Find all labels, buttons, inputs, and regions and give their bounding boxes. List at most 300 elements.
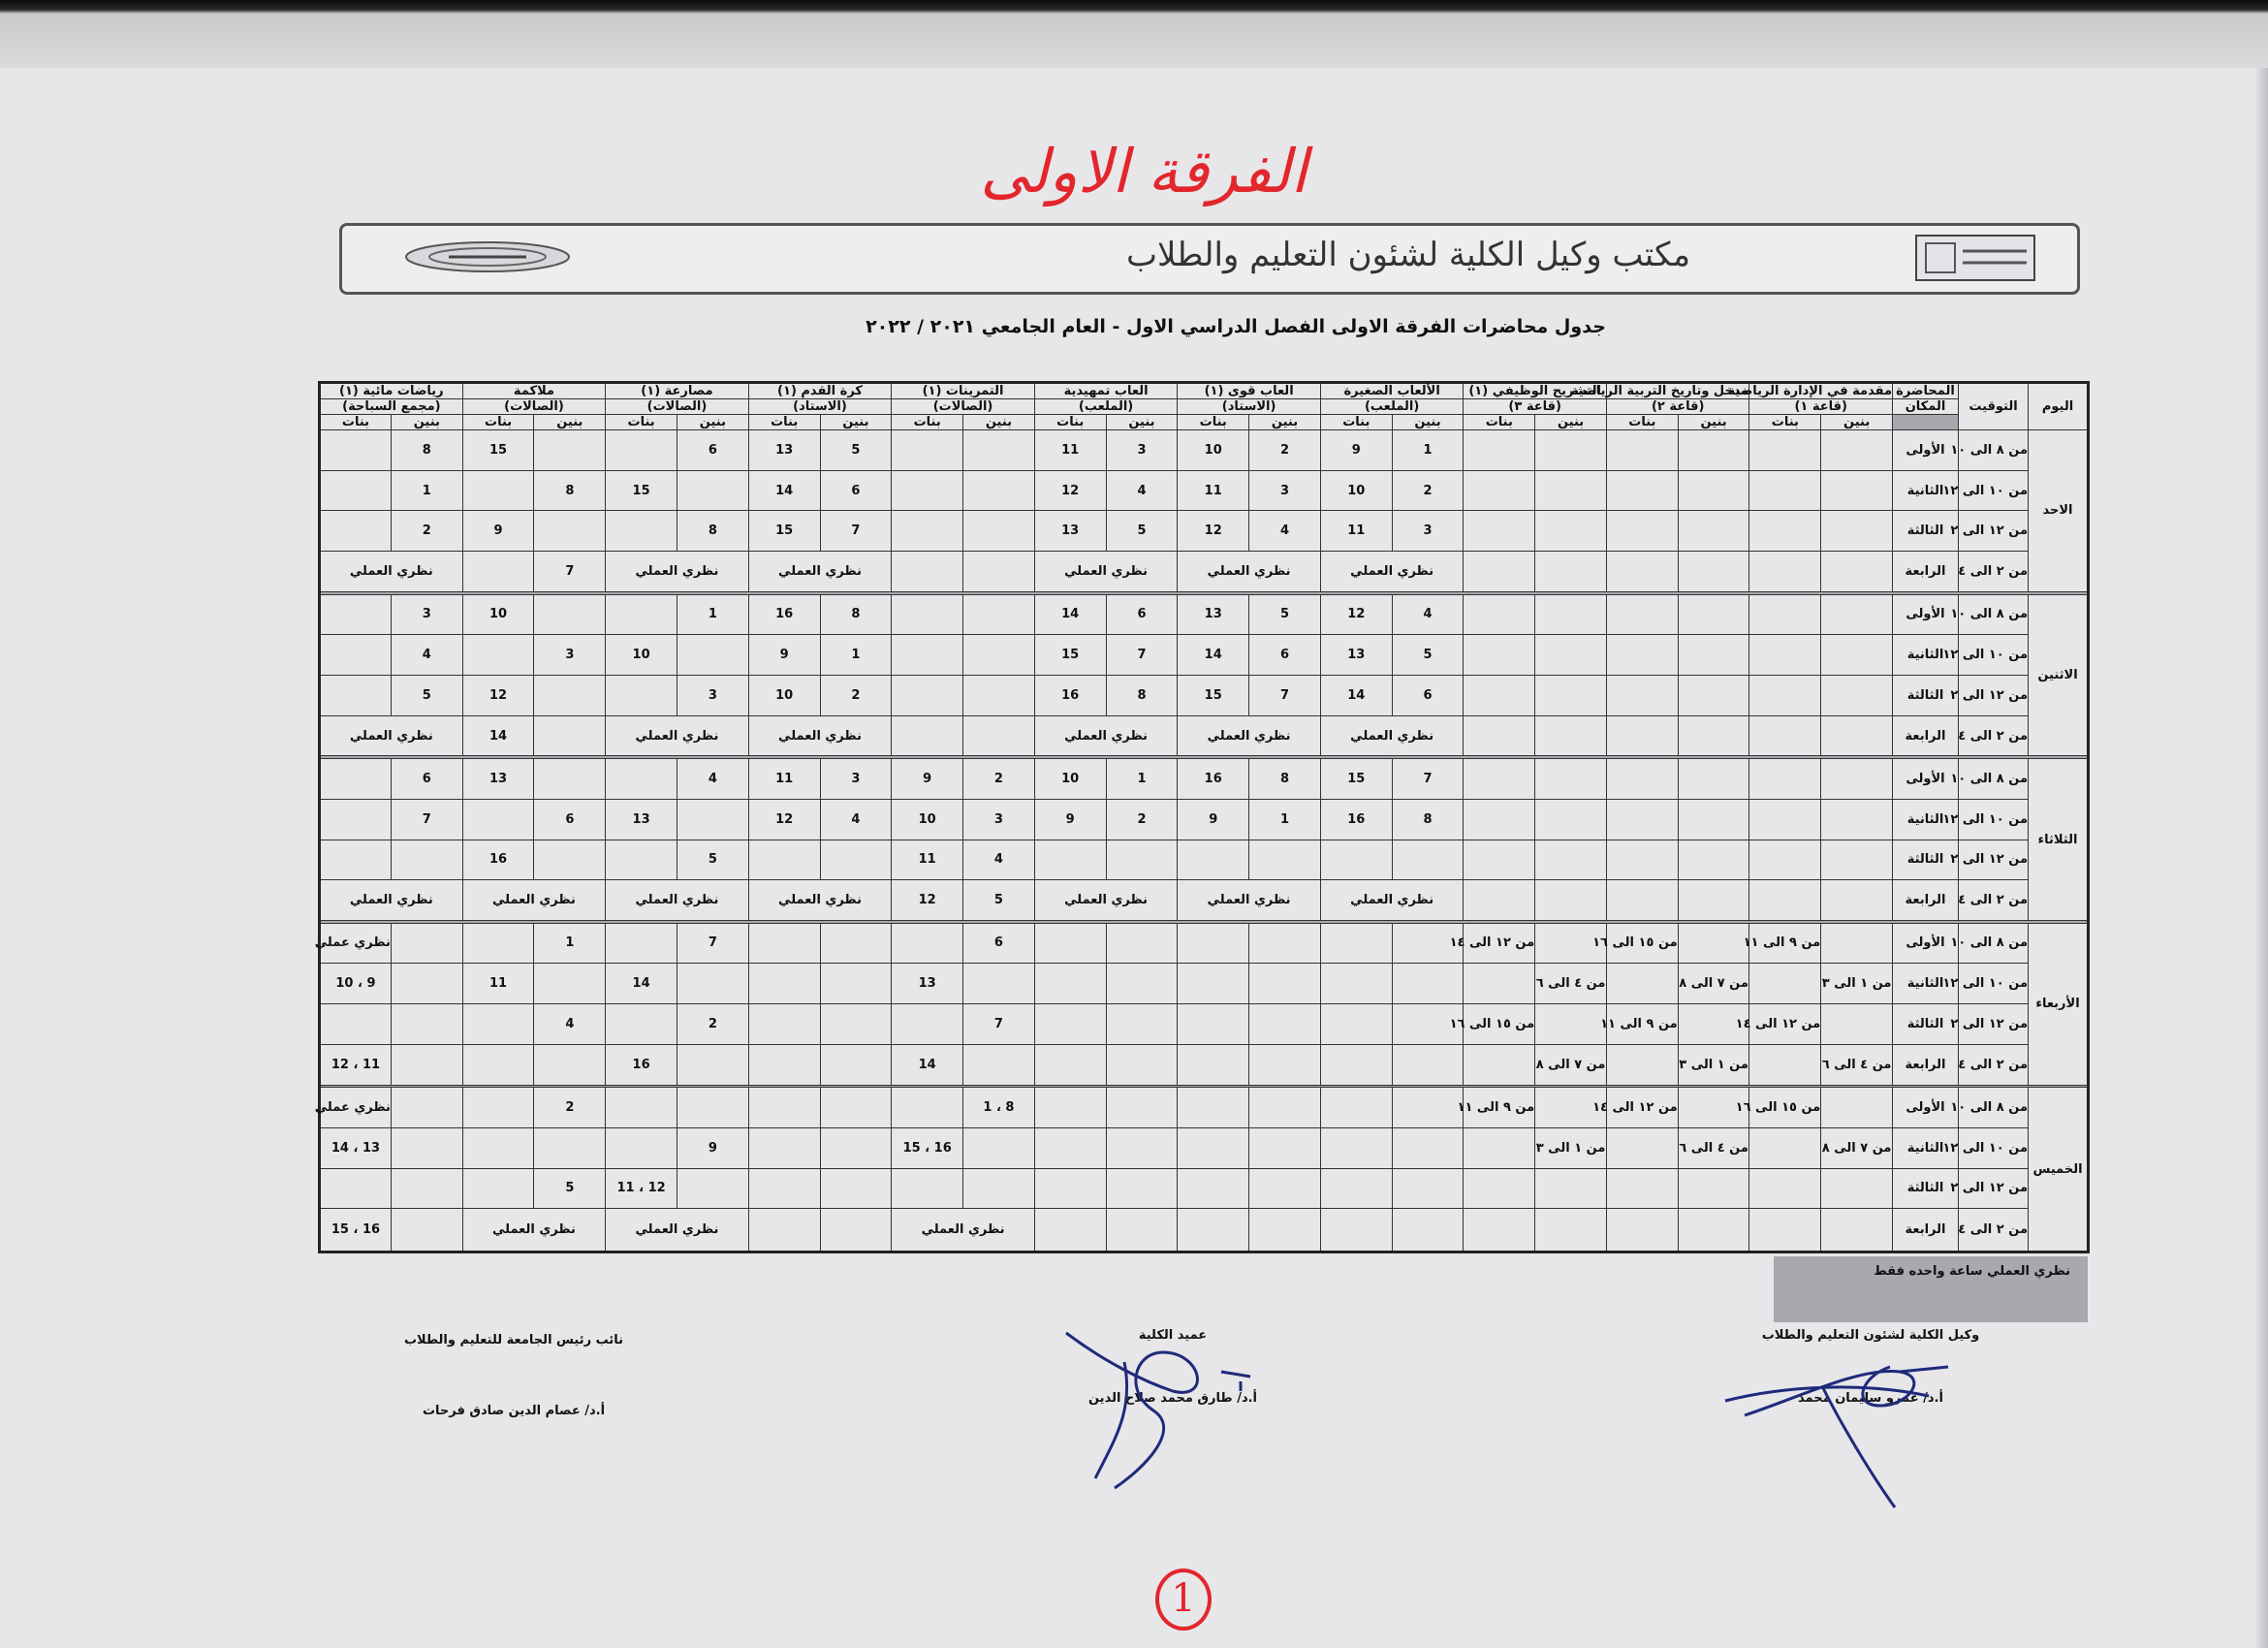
lecture-number: الثالثة bbox=[1893, 1168, 1959, 1209]
schedule-cell bbox=[462, 1004, 534, 1045]
schedule-cell bbox=[1034, 964, 1106, 1004]
schedule-cell bbox=[1535, 511, 1607, 552]
schedule-cell bbox=[748, 964, 820, 1004]
schedule-cell bbox=[748, 1209, 820, 1252]
schedule-cell bbox=[1749, 470, 1821, 511]
course-place: (قاعة ٢) bbox=[1606, 399, 1749, 415]
schedule-row bbox=[320, 880, 2089, 921]
schedule-cell: 7 bbox=[677, 923, 748, 964]
lecture-number: الثانية bbox=[1893, 470, 1959, 511]
day-label: الاحد bbox=[2029, 430, 2089, 592]
schedule-cell: 14 bbox=[1320, 676, 1392, 716]
schedule-cell bbox=[1678, 880, 1749, 921]
schedule-cell bbox=[1320, 840, 1392, 880]
boys-header: بنين bbox=[1249, 415, 1321, 430]
schedule-cell bbox=[1464, 511, 1535, 552]
schedule-cell bbox=[1821, 430, 1893, 471]
schedule-cell bbox=[606, 1127, 677, 1168]
schedule-cell bbox=[1034, 1127, 1106, 1168]
schedule-cell bbox=[1249, 1044, 1321, 1085]
schedule-cell: 9 bbox=[462, 511, 534, 552]
schedule-cell bbox=[391, 1127, 462, 1168]
schedule-cell bbox=[820, 1088, 892, 1128]
schedule-cell: نظري العملي bbox=[1178, 715, 1321, 756]
schedule-cell bbox=[1249, 964, 1321, 1004]
schedule-row bbox=[320, 552, 2089, 592]
schedule-cell: نظري العملي bbox=[892, 1209, 1035, 1252]
schedule-cell: 12 bbox=[1320, 594, 1392, 635]
schedule-cell: 3 bbox=[391, 594, 462, 635]
schedule-cell bbox=[462, 635, 534, 676]
lecture-number: الثانية bbox=[1893, 964, 1959, 1004]
schedule-cell bbox=[1535, 552, 1607, 592]
schedule-cell bbox=[1606, 1209, 1678, 1252]
schedule-cell bbox=[1678, 759, 1749, 800]
schedule-cell: 6 bbox=[963, 923, 1035, 964]
schedule-cell bbox=[1464, 964, 1535, 1004]
schedule-cell bbox=[1606, 715, 1678, 756]
schedule-cell: 10 bbox=[748, 676, 820, 716]
schedule-cell bbox=[1606, 964, 1678, 1004]
schedule-cell bbox=[677, 635, 748, 676]
schedule-cell bbox=[892, 1168, 963, 1209]
schedule-cell bbox=[820, 1044, 892, 1085]
handwritten-title: الفرقة الاولى bbox=[980, 136, 1307, 206]
scan-top-edge bbox=[0, 0, 2268, 70]
schedule-cell bbox=[1034, 1004, 1106, 1045]
schedule-cell bbox=[1821, 923, 1893, 964]
schedule-cell bbox=[1678, 470, 1749, 511]
schedule-cell bbox=[1392, 840, 1464, 880]
schedule-cell: 10 bbox=[892, 799, 963, 840]
schedule-cell bbox=[462, 1168, 534, 1209]
schedule-cell bbox=[1678, 1209, 1749, 1252]
schedule-cell bbox=[1249, 1209, 1321, 1252]
schedule-cell bbox=[320, 635, 392, 676]
schedule-row bbox=[320, 759, 2089, 800]
schedule-cell bbox=[534, 430, 606, 471]
lecture-number: الثانية bbox=[1893, 635, 1959, 676]
schedule-cell: من ٤ الى ٦ bbox=[1678, 1127, 1749, 1168]
schedule-cell bbox=[963, 594, 1035, 635]
schedule-cell bbox=[1678, 676, 1749, 716]
schedule-cell: 12 bbox=[1034, 470, 1106, 511]
schedule-cell: 1 bbox=[1106, 759, 1178, 800]
boys-header: بنين bbox=[1678, 415, 1749, 430]
header-blank bbox=[1893, 415, 1959, 430]
schedule-cell: نظري العملي bbox=[320, 715, 463, 756]
schedule-cell: 15 bbox=[1178, 676, 1249, 716]
schedule-cell: 10 bbox=[1178, 430, 1249, 471]
schedule-row bbox=[320, 1088, 2089, 1128]
girls-header: بنات bbox=[1178, 415, 1249, 430]
schedule-cell bbox=[963, 1168, 1035, 1209]
time-slot: من ٨ الى ١٠ bbox=[1959, 759, 2029, 800]
schedule-cell bbox=[748, 1044, 820, 1085]
schedule-cell: 7 bbox=[820, 511, 892, 552]
schedule-row bbox=[320, 470, 2089, 511]
schedule-cell bbox=[892, 715, 963, 756]
day-label: الخميس bbox=[2029, 1088, 2089, 1252]
schedule-cell: 14 bbox=[462, 715, 534, 756]
schedule-cell bbox=[748, 1127, 820, 1168]
schedule-cell: 6 bbox=[534, 799, 606, 840]
schedule-cell bbox=[1034, 1088, 1106, 1128]
schedule-cell bbox=[462, 1127, 534, 1168]
schedule-cell bbox=[1249, 840, 1321, 880]
schedule-cell: 5 bbox=[820, 430, 892, 471]
schedule-cell: 6 bbox=[1106, 594, 1178, 635]
schedule-cell bbox=[1320, 923, 1392, 964]
course-name: العاب تمهيدية bbox=[1034, 383, 1178, 399]
schedule-cell: 3 bbox=[534, 635, 606, 676]
schedule-cell: نظري العملي bbox=[748, 880, 892, 921]
schedule-cell bbox=[391, 1168, 462, 1209]
schedule-cell bbox=[1821, 1209, 1893, 1252]
day-label: الاثنين bbox=[2029, 594, 2089, 756]
boys-header: بنين bbox=[1106, 415, 1178, 430]
time-slot: من ٢ الى ٤ bbox=[1959, 1209, 2029, 1252]
girls-header: بنات bbox=[320, 415, 392, 430]
schedule-cell: 12 ، 11 bbox=[606, 1168, 677, 1209]
schedule-cell: 14 bbox=[748, 470, 820, 511]
schedule-cell bbox=[1606, 594, 1678, 635]
schedule-cell: 4 bbox=[1392, 594, 1464, 635]
schedule-cell bbox=[1464, 1168, 1535, 1209]
course-name: مدخل وتاريخ التربية الرياضية bbox=[1571, 384, 1749, 398]
schedule-cell: 2 bbox=[963, 759, 1035, 800]
schedule-cell: من ١٢ الى ١٤ bbox=[1464, 923, 1535, 964]
schedule-row bbox=[320, 840, 2089, 880]
schedule-cell: 13 bbox=[1320, 635, 1392, 676]
schedule-cell bbox=[1749, 552, 1821, 592]
schedule-cell bbox=[1606, 1044, 1678, 1085]
schedule-cell: 4 bbox=[534, 1004, 606, 1045]
schedule-cell bbox=[677, 799, 748, 840]
schedule-cell: نظري العملي bbox=[748, 715, 892, 756]
lecture-number: الأولى bbox=[1893, 1088, 1959, 1128]
schedule-cell: 11 bbox=[462, 964, 534, 1004]
schedule-row bbox=[320, 676, 2089, 716]
schedule-cell: نظري العملي bbox=[1178, 552, 1321, 592]
schedule-cell: 1 bbox=[1392, 430, 1464, 471]
day-label: الثلاثاء bbox=[2029, 759, 2089, 921]
lecture-number: الرابعة bbox=[1893, 880, 1959, 921]
schedule-cell bbox=[963, 1127, 1035, 1168]
schedule-cell bbox=[820, 840, 892, 880]
schedule-cell bbox=[1678, 715, 1749, 756]
university-seal-icon bbox=[400, 238, 575, 276]
schedule-row bbox=[320, 1168, 2089, 1209]
schedule-cell bbox=[1749, 1209, 1821, 1252]
schedule-cell bbox=[606, 430, 677, 471]
lecture-header: المحاضرة bbox=[1893, 383, 1959, 399]
schedule-cell bbox=[1821, 840, 1893, 880]
signature-name: أ.د/ عمرو سليمان محمد bbox=[1798, 1391, 1943, 1406]
time-slot: من ١٢ الى ٢ bbox=[1959, 676, 2029, 716]
course-place: (الاستاد) bbox=[1178, 399, 1321, 415]
schedule-cell bbox=[1535, 635, 1607, 676]
schedule-cell: 1 bbox=[391, 470, 462, 511]
schedule-cell bbox=[1606, 1127, 1678, 1168]
schedule-cell bbox=[677, 1168, 748, 1209]
schedule-cell bbox=[1464, 1044, 1535, 1085]
schedule-cell: 13 bbox=[1178, 594, 1249, 635]
schedule-cell: 5 bbox=[963, 880, 1035, 921]
course-name: العاب قوى (١) bbox=[1178, 383, 1321, 399]
schedule-cell bbox=[1464, 880, 1535, 921]
schedule-cell: نظري العملي bbox=[606, 715, 749, 756]
schedule-cell bbox=[391, 1209, 462, 1252]
schedule-cell bbox=[1392, 1088, 1464, 1128]
schedule-cell bbox=[1464, 715, 1535, 756]
course-name: كرة القدم (١) bbox=[748, 383, 892, 399]
schedule-cell bbox=[1749, 964, 1821, 1004]
schedule-cell: من ١٢ الى ١٤ bbox=[1606, 1088, 1678, 1128]
schedule-cell bbox=[963, 635, 1035, 676]
time-slot: من ١٠ الى ١٢ bbox=[1959, 799, 2029, 840]
schedule-cell: 1 bbox=[534, 923, 606, 964]
schedule-cell bbox=[462, 1044, 534, 1085]
schedule-cell: 15 bbox=[748, 511, 820, 552]
course-name: رياضات مائية (١) bbox=[320, 383, 463, 399]
time-slot: من ١٠ الى ١٢ bbox=[1959, 1127, 2029, 1168]
schedule-cell: نظري العملي bbox=[1320, 715, 1464, 756]
schedule-cell: نظري العملي bbox=[1034, 880, 1178, 921]
schedule-cell bbox=[820, 964, 892, 1004]
schedule-cell bbox=[606, 676, 677, 716]
schedule-cell bbox=[677, 1088, 748, 1128]
schedule-cell bbox=[748, 840, 820, 880]
schedule-cell: من ١ الى ٣ bbox=[1821, 964, 1893, 1004]
note-text: نظري العملي ساعة واحده فقط bbox=[1874, 1264, 2070, 1279]
schedule-cell bbox=[1464, 1127, 1535, 1168]
schedule-cell: 9 bbox=[1320, 430, 1392, 471]
schedule-cell bbox=[748, 1088, 820, 1128]
schedule-cell bbox=[1606, 840, 1678, 880]
signature-title: وكيل الكلية لشئون التعليم والطلاب bbox=[1761, 1328, 1980, 1343]
schedule-cell bbox=[1678, 923, 1749, 964]
signature-title: نائب رئيس الجامعة للتعليم والطلاب bbox=[403, 1333, 624, 1347]
schedule-cell bbox=[1178, 1088, 1249, 1128]
schedule-cell: 3 bbox=[677, 676, 748, 716]
schedule-cell bbox=[1392, 1168, 1464, 1209]
schedule-cell bbox=[1606, 470, 1678, 511]
header-row-courses bbox=[320, 383, 2089, 399]
schedule-cell bbox=[820, 1209, 892, 1252]
schedule-cell bbox=[1535, 1004, 1607, 1045]
lecture-number: الأولى bbox=[1893, 923, 1959, 964]
boys-header: بنين bbox=[963, 415, 1035, 430]
schedule-cell: نظري العملي bbox=[320, 552, 463, 592]
schedule-cell: 16 bbox=[748, 594, 820, 635]
schedule-cell: 9 bbox=[892, 759, 963, 800]
schedule-cell bbox=[1320, 964, 1392, 1004]
schedule-cell bbox=[1178, 1044, 1249, 1085]
schedule-cell: 16 bbox=[1034, 676, 1106, 716]
girls-header: بنات bbox=[1606, 415, 1678, 430]
schedule-cell bbox=[1606, 511, 1678, 552]
schedule-cell: 13 bbox=[1034, 511, 1106, 552]
schedule-cell: 13 ، 14 bbox=[320, 1127, 392, 1168]
schedule-row bbox=[320, 1127, 2089, 1168]
schedule-cell bbox=[534, 511, 606, 552]
schedule-cell: 2 bbox=[534, 1088, 606, 1128]
schedule-cell bbox=[606, 759, 677, 800]
schedule-cell bbox=[1464, 594, 1535, 635]
schedule-cell: 9 bbox=[1034, 799, 1106, 840]
schedule-cell bbox=[1392, 1127, 1464, 1168]
schedule-cell bbox=[534, 715, 606, 756]
schedule-cell bbox=[1535, 880, 1607, 921]
schedule-cell bbox=[1178, 840, 1249, 880]
schedule-cell: 7 bbox=[1392, 759, 1464, 800]
schedule-cell bbox=[606, 594, 677, 635]
lecture-number: الثالثة bbox=[1893, 511, 1959, 552]
girls-header: بنات bbox=[606, 415, 677, 430]
schedule-cell bbox=[677, 964, 748, 1004]
header-text: مكتب وكيل الكلية لشئون التعليم والطلاب bbox=[1125, 236, 1691, 274]
header-row-places bbox=[320, 399, 2089, 415]
schedule-cell: 3 bbox=[1106, 430, 1178, 471]
girls-header: بنات bbox=[748, 415, 820, 430]
schedule-cell bbox=[1749, 635, 1821, 676]
schedule-row bbox=[320, 594, 2089, 635]
schedule-cell: 15 bbox=[1320, 759, 1392, 800]
schedule-cell: 8 bbox=[820, 594, 892, 635]
schedule-cell bbox=[1464, 1209, 1535, 1252]
schedule-cell bbox=[1749, 676, 1821, 716]
header-row-gender bbox=[320, 415, 2089, 430]
schedule-cell: 12 bbox=[1178, 511, 1249, 552]
boys-header: بنين bbox=[391, 415, 462, 430]
schedule-cell bbox=[963, 715, 1035, 756]
lecture-number: الثانية bbox=[1893, 1127, 1959, 1168]
schedule-cell bbox=[1178, 1127, 1249, 1168]
schedule-cell: 6 bbox=[677, 430, 748, 471]
schedule-cell bbox=[462, 470, 534, 511]
schedule-cell: 14 bbox=[1034, 594, 1106, 635]
schedule-cell bbox=[1106, 1004, 1178, 1045]
schedule-cell bbox=[1249, 1088, 1321, 1128]
schedule-cell: نظري العملي bbox=[606, 880, 749, 921]
schedule-cell: 8 bbox=[677, 511, 748, 552]
schedule-cell bbox=[320, 1004, 392, 1045]
lecture-number: الثالثة bbox=[1893, 676, 1959, 716]
schedule-cell bbox=[462, 1088, 534, 1128]
schedule-cell: 5 bbox=[391, 676, 462, 716]
schedule-cell bbox=[892, 594, 963, 635]
schedule-cell bbox=[1821, 880, 1893, 921]
schedule-cell bbox=[1678, 552, 1749, 592]
schedule-cell bbox=[1606, 880, 1678, 921]
schedule-cell bbox=[534, 1044, 606, 1085]
schedule-cell: 11 bbox=[1034, 430, 1106, 471]
schedule-cell: 7 bbox=[534, 552, 606, 592]
signature-block-vice-president bbox=[388, 1333, 640, 1418]
schedule-cell: 16 ، 15 bbox=[320, 1209, 392, 1252]
time-slot: من ٨ الى ١٠ bbox=[1959, 594, 2029, 635]
lecture-number: الرابعة bbox=[1893, 1044, 1959, 1085]
schedule-cell: 3 bbox=[963, 799, 1035, 840]
schedule-cell: 16 bbox=[1178, 759, 1249, 800]
schedule-cell: 11 ، 12 bbox=[320, 1044, 392, 1085]
schedule-cell: 6 bbox=[820, 470, 892, 511]
schedule-cell: 5 bbox=[1392, 635, 1464, 676]
schedule-cell bbox=[462, 923, 534, 964]
schedule-cell bbox=[1821, 470, 1893, 511]
schedule-row bbox=[320, 1004, 2089, 1045]
schedule-cell bbox=[1535, 594, 1607, 635]
lecture-number: الثالثة bbox=[1893, 1004, 1959, 1045]
schedule-row bbox=[320, 430, 2089, 471]
schedule-cell bbox=[534, 594, 606, 635]
schedule-cell bbox=[1320, 1088, 1392, 1128]
lecture-number: الثالثة bbox=[1893, 840, 1959, 880]
schedule-cell bbox=[391, 1044, 462, 1085]
note-box bbox=[1774, 1256, 2088, 1322]
schedule-cell bbox=[320, 594, 392, 635]
schedule-cell: 14 bbox=[1178, 635, 1249, 676]
schedule-cell: نظري العملي bbox=[1178, 880, 1321, 921]
schedule-cell: 8 bbox=[1106, 676, 1178, 716]
time-slot: من ١٠ الى ١٢ bbox=[1959, 635, 2029, 676]
schedule-cell: من ١٥ الى ١٦ bbox=[1606, 923, 1678, 964]
course-place: (الملعب) bbox=[1034, 399, 1178, 415]
lecture-number: الرابعة bbox=[1893, 552, 1959, 592]
schedule-cell bbox=[1749, 1044, 1821, 1085]
schedule-cell bbox=[1320, 1127, 1392, 1168]
schedule-cell bbox=[1821, 715, 1893, 756]
time-slot: من ١٢ الى ٢ bbox=[1959, 840, 2029, 880]
schedule-cell: 13 bbox=[462, 759, 534, 800]
schedule-cell: من ١ الى ٣ bbox=[1678, 1044, 1749, 1085]
schedule-cell: 3 bbox=[820, 759, 892, 800]
course-place: (الصالات) bbox=[892, 399, 1035, 415]
schedule-cell bbox=[1464, 759, 1535, 800]
schedule-cell bbox=[892, 470, 963, 511]
schedule-cell: 2 bbox=[1392, 470, 1464, 511]
schedule-cell: 7 bbox=[1249, 676, 1321, 716]
schedule-cell: من ٧ الى ٨ bbox=[1535, 1044, 1607, 1085]
schedule-cell bbox=[606, 840, 677, 880]
time-slot: من ٨ الى ١٠ bbox=[1959, 923, 2029, 964]
schedule-cell bbox=[1034, 1044, 1106, 1085]
schedule-cell: نظري عملي bbox=[320, 923, 392, 964]
schedule-cell: 7 bbox=[963, 1004, 1035, 1045]
schedule-cell bbox=[1678, 1168, 1749, 1209]
schedule-cell bbox=[391, 1004, 462, 1045]
schedule-cell bbox=[1392, 964, 1464, 1004]
schedule-cell: نظري العملي bbox=[1320, 552, 1464, 592]
schedule-cell bbox=[1821, 511, 1893, 552]
schedule-cell bbox=[1106, 1209, 1178, 1252]
schedule-cell bbox=[1320, 1044, 1392, 1085]
handwritten-signature-dean bbox=[1056, 1323, 1289, 1498]
schedule-cell: من ٤ الى ٦ bbox=[1821, 1044, 1893, 1085]
schedule-cell bbox=[963, 964, 1035, 1004]
course-place: (مجمع السباحة) bbox=[320, 399, 463, 415]
letterhead bbox=[339, 223, 2080, 295]
schedule-cell: 2 bbox=[1249, 430, 1321, 471]
schedule-cell bbox=[462, 799, 534, 840]
schedule-cell bbox=[1178, 1004, 1249, 1045]
schedule-cell bbox=[534, 759, 606, 800]
schedule-row bbox=[320, 923, 2089, 964]
schedule-cell: نظري العملي bbox=[462, 1209, 606, 1252]
course-place: (الاستاد) bbox=[748, 399, 892, 415]
girls-header: بنات bbox=[1034, 415, 1106, 430]
